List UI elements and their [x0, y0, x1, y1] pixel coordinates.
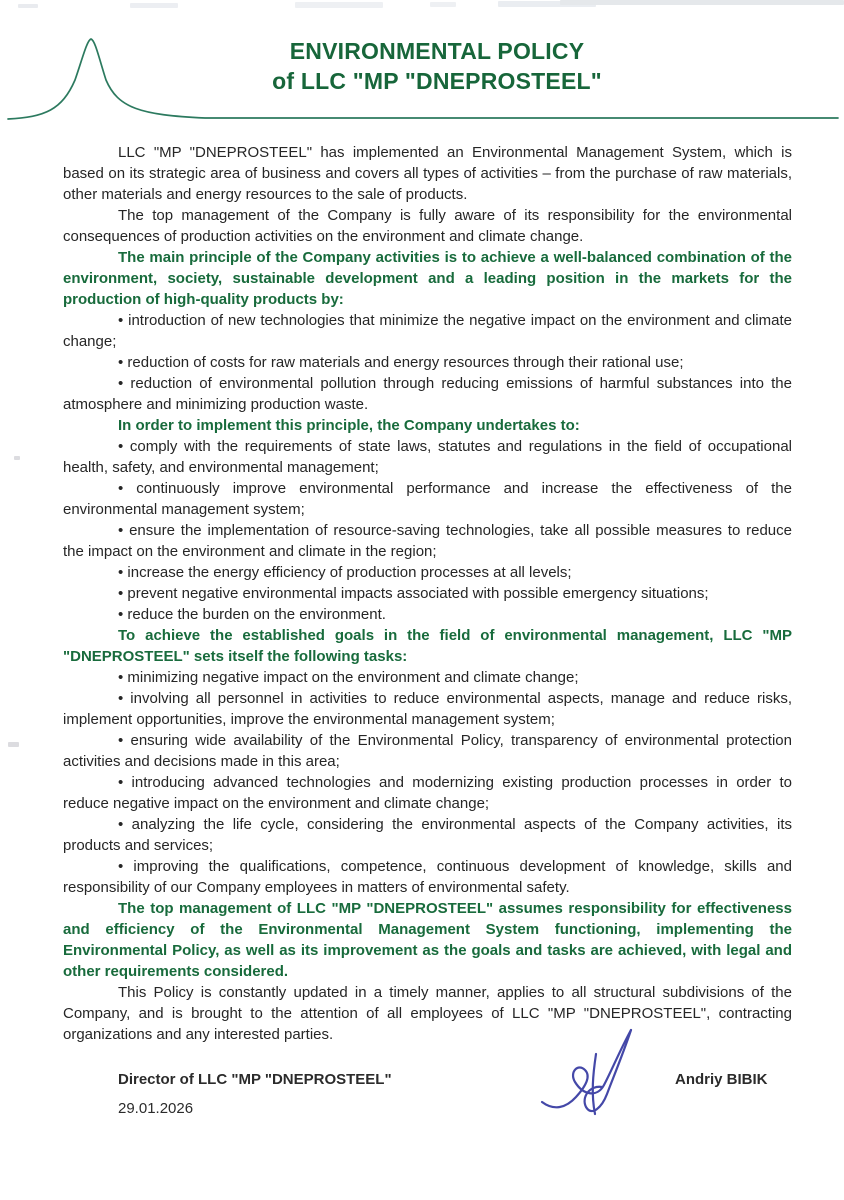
bullet-item: • continuously improve environmental performance and increase the effectiveness of the environmental management system; — [63, 480, 792, 518]
document-title — [30, 36, 844, 96]
bullet-item: • involving all personnel in activities to reduce environmental aspects, manage and reduce risks, implement opportunities, improve the environmental management system; — [63, 690, 792, 728]
bullet-item: • improving the qualifications, competence, continuous development of knowledge, skills and responsibility of our Company employees in matters of environmental safety. — [63, 858, 792, 896]
signature-stroke-cross — [593, 1054, 596, 1114]
director-title: Director of LLC "MP "DNEPROSTEEL" — [118, 1071, 392, 1088]
body-paragraph: This Policy is constantly updated in a timely manner, applies to all structural subdivisions of the Company, and is brought to the attention of all employees of LLC "MP "DNEPROSTEEL", contracting organizations and any interested parties. — [63, 984, 792, 1043]
bullet-item: • reduction of costs for raw materials and energy resources through their rational use; — [118, 354, 684, 371]
policy-text — [63, 142, 792, 1045]
bullet-item: • reduce the burden on the environment. — [118, 606, 386, 623]
bullet-item: • increase the energy efficiency of production processes at all levels; — [118, 564, 572, 581]
body-paragraph: LLC "MP "DNEPROSTEEL" has implemented an Environmental Management System, which is based on its strategic area of business and covers all types of activities – from the purchase of raw materials, other materials and energy resources to the sale of products. — [63, 144, 792, 203]
title-line-1: ENVIRONMENTAL POLICY — [289, 38, 585, 64]
signature-date: 29.01.2026 — [118, 1100, 194, 1117]
signer-name: Andriy BIBIK — [675, 1071, 768, 1088]
policy-statement: The top management of LLC "MP "DNEPROSTEEL" assumes responsibility for effectiveness and efficiency of the Environmental Management System functioning, implementing the Environmental Policy, as well as its improvement as the goals and tasks are achieved, with legal and other requirements considered. — [63, 900, 792, 980]
bullet-item: • introducing advanced technologies and modernizing existing production processes in order to reduce negative impact on the environment and climate change; — [63, 774, 792, 812]
title-line-2: of LLC "MP "DNEPROSTEEL" — [272, 68, 602, 94]
handwritten-signature — [538, 1026, 638, 1136]
policy-statement: To achieve the established goals in the field of environmental management, LLC "MP "DNEPROSTEEL" sets itself the following tasks: — [63, 627, 792, 665]
bullet-item: • introduction of new technologies that minimize the negative impact on the environment and climate change; — [63, 312, 792, 350]
bullet-item: • analyzing the life cycle, considering the environmental aspects of the Company activities, its products and services; — [63, 816, 792, 854]
scan-speck — [8, 742, 19, 747]
scan-speck — [14, 456, 20, 460]
bullet-item: • ensure the implementation of resource-saving technologies, take all possible measures to reduce the impact on the environment and climate in the region; — [63, 522, 792, 560]
body-paragraph: The top management of the Company is fully aware of its responsibility for the environmental consequences of production activities on the environment and climate change. — [63, 207, 792, 245]
bullet-item: • comply with the requirements of state laws, statutes and regulations in the field of occupational health, safety, and environmental management; — [63, 438, 792, 476]
policy-statement: In order to implement this principle, the Company undertakes to: — [118, 417, 580, 434]
bullet-item: • ensuring wide availability of the Environmental Policy, transparency of environmental protection activities and decisions made in this area; — [63, 732, 792, 770]
bullet-item: • reduction of environmental pollution through reducing emissions of harmful substances into the atmosphere and minimizing production waste. — [63, 375, 792, 413]
policy-statement: The main principle of the Company activities is to achieve a well-balanced combination of the environment, society, sustainable development and a leading position in the markets for the production of high-quality products by: — [63, 249, 792, 308]
bullet-item: • minimizing negative impact on the environment and climate change; — [118, 669, 579, 686]
bullet-item: • prevent negative environmental impacts associated with possible emergency situations; — [118, 585, 709, 602]
